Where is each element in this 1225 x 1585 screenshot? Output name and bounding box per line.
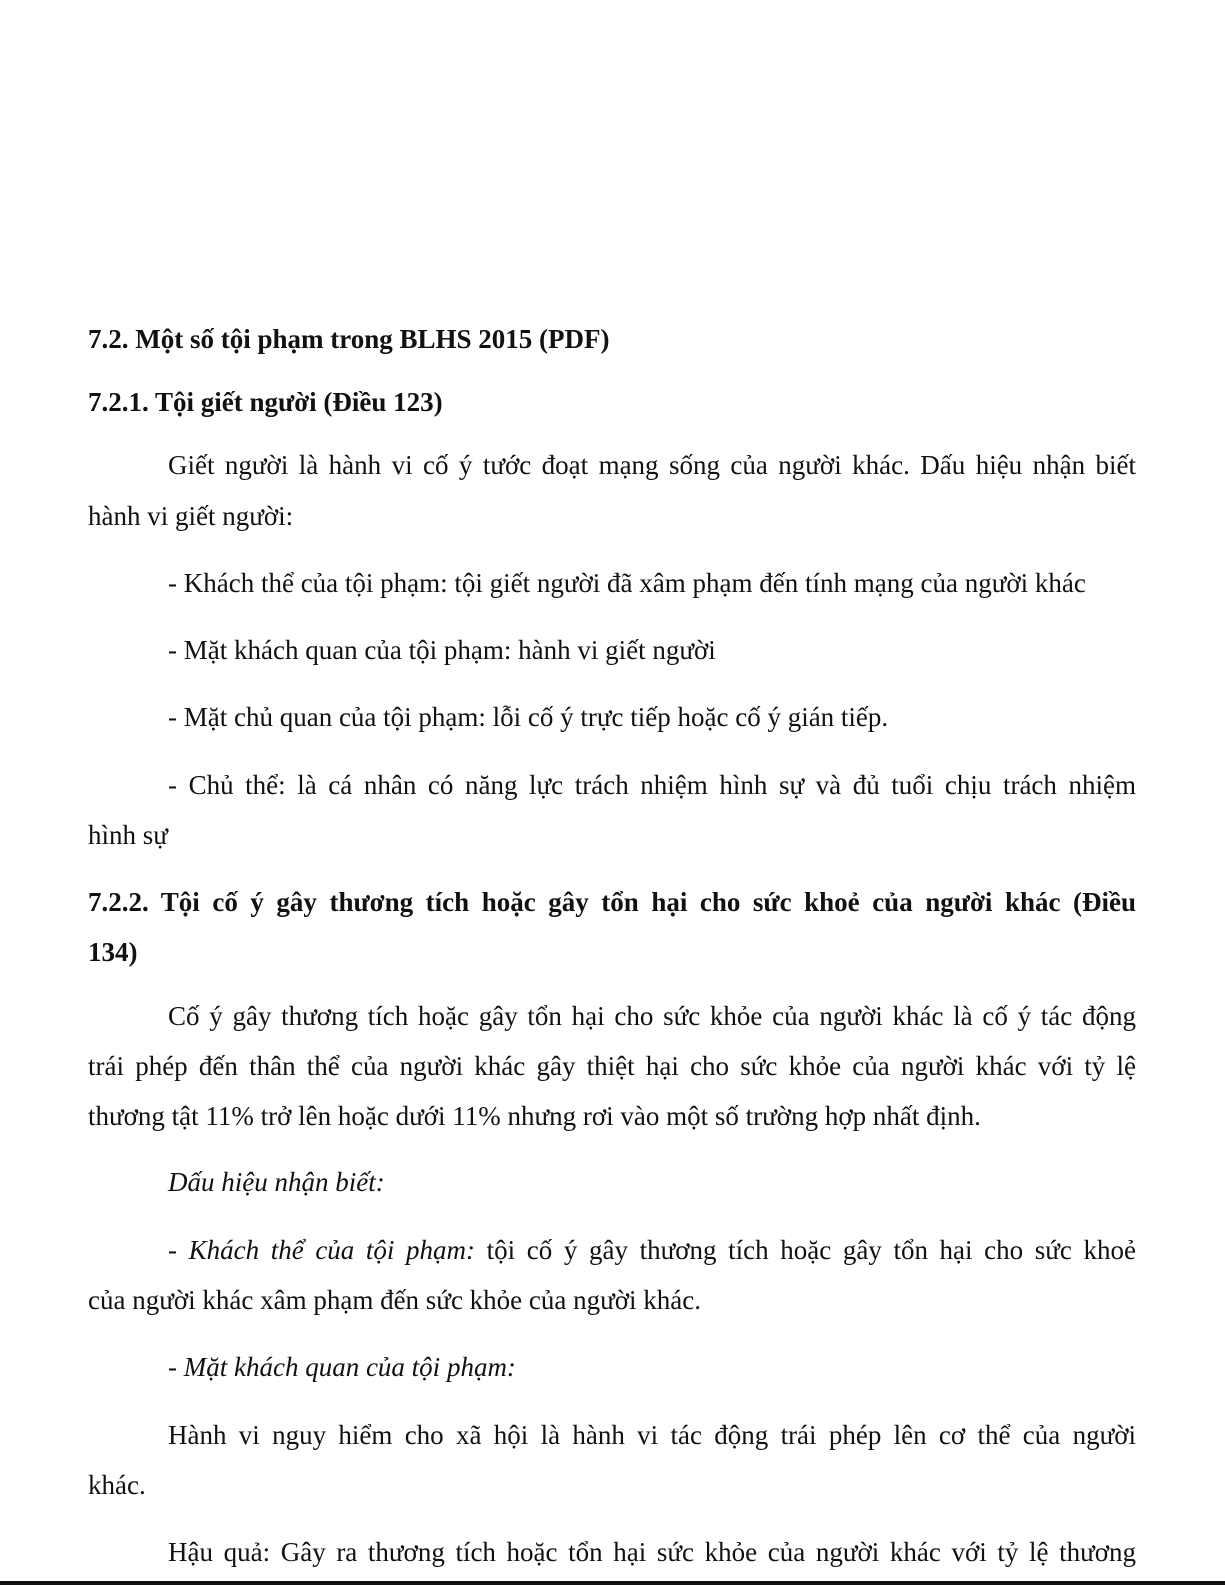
bullet-subject-line-1: - Chủ thể: là cá nhân có năng lực trách nhiệm hình sự và đủ tuổi chịu trách nhiệm: [168, 770, 1136, 800]
definition-line-3: thương tật 11% trở lên hoặc dưới 11% nhưng rơi vào một số trường hợp nhất định.: [88, 1101, 981, 1131]
definition-line-1: Cố ý gây thương tích hoặc gây tổn hại cho sức khỏe của người khác là cố ý tác động: [168, 1001, 1136, 1031]
page-bottom-border: [0, 1581, 1225, 1585]
bullet-object: - Khách thể của tội phạm: tội giết người đã xâm phạm đến tính mạng của người khác: [168, 568, 1086, 598]
act-line-1: Hành vi nguy hiểm cho xã hội là hành vi tác động trái phép lên cơ thể của người: [168, 1420, 1136, 1450]
definition-line-2: trái phép đến thân thể của người khác gây thiệt hại cho sức khỏe của người khác với tỷ lệ: [88, 1051, 1136, 1081]
act-line-2: khác.: [88, 1470, 146, 1500]
bullet-subject-line-2: hình sự: [88, 820, 168, 850]
subsection-heading-134-line-1: 7.2.2. Tội cố ý gây thương tích hoặc gây tổn hại cho sức khoẻ của người khác (Điều: [88, 887, 1136, 917]
object-line-1: [168, 1233, 1136, 1267]
bullet-subjective: - Mặt chủ quan của tội phạm: lỗi cố ý trực tiếp hoặc cố ý gián tiếp.: [168, 702, 889, 732]
objective-label: - Mặt khách quan của tội phạm:: [168, 1352, 516, 1382]
paragraph-intro-line-2: hành vi giết người:: [88, 501, 294, 531]
section-heading: 7.2. Một số tội phạm trong BLHS 2015 (PDF): [88, 324, 610, 354]
object-line-2: của người khác xâm phạm đến sức khỏe của người khác.: [88, 1285, 702, 1315]
subsection-heading-123: 7.2.1. Tội giết người (Điều 123): [88, 387, 443, 417]
signs-label: Dấu hiệu nhận biết:: [168, 1167, 385, 1197]
object-text: tội cố ý gây thương tích hoặc gây tổn hại cho sức khoẻ: [475, 1235, 1136, 1265]
bullet-objective: - Mặt khách quan của tội phạm: hành vi giết người: [168, 635, 716, 665]
subsection-heading-134-line-2: 134): [88, 937, 138, 967]
result-line-1: Hậu quả: Gây ra thương tích hoặc tổn hại sức khỏe của người khác với tỷ lệ thương: [168, 1537, 1136, 1567]
paragraph-intro-line-1: Giết người là hành vi cố ý tước đoạt mạng sống của người khác. Dấu hiệu nhận biết: [168, 450, 1136, 480]
object-label: - Khách thể của tội phạm:: [168, 1235, 476, 1265]
